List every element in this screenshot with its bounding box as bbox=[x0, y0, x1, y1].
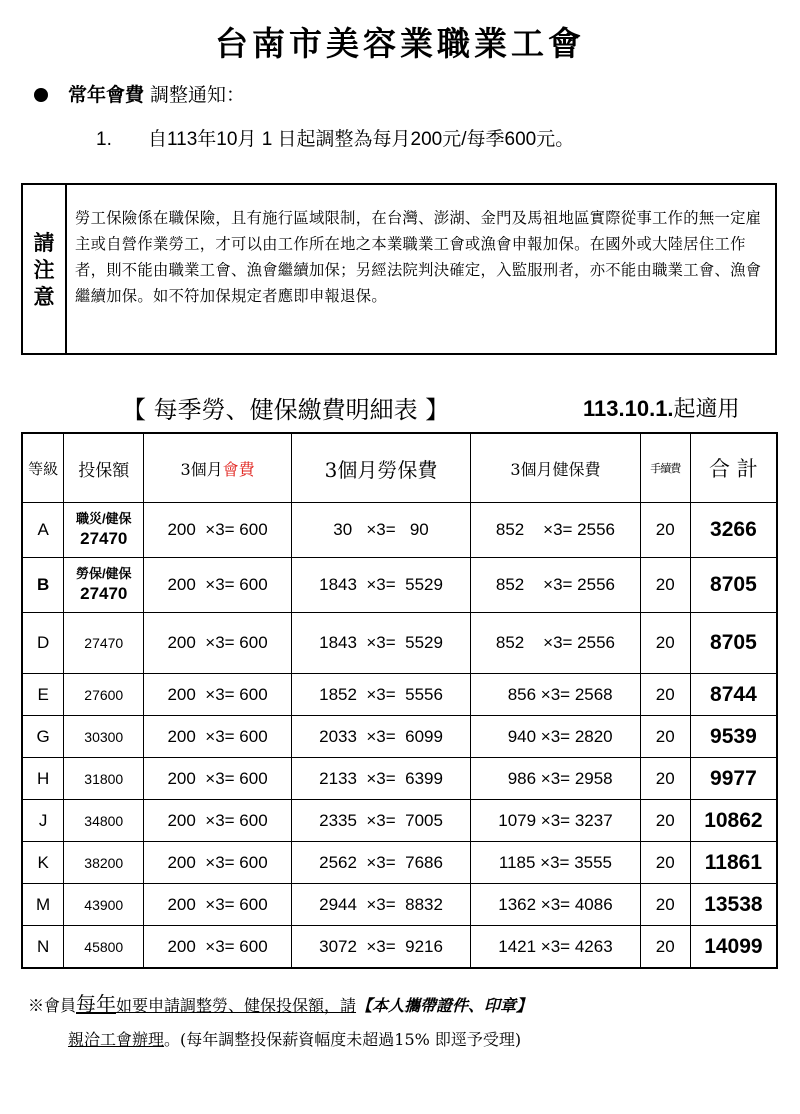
notice-item-text: 自113年10月 1 日起調整為每月200元/每季600元。 bbox=[148, 129, 575, 150]
cell-insured-amount: 27470 bbox=[64, 613, 144, 674]
cell-health-insurance: 1362 ×3= 4086 bbox=[471, 884, 641, 926]
bullet-icon bbox=[34, 88, 48, 102]
cell-labor-insurance: 1843 ×3= 5529 bbox=[291, 613, 470, 674]
cell-insured-amount bbox=[64, 558, 144, 613]
effective-date-suffix: 起適用 bbox=[673, 397, 740, 422]
cell-level: B bbox=[22, 558, 64, 613]
table-row bbox=[22, 758, 777, 800]
cell-health-insurance: 856 ×3= 2568 bbox=[471, 674, 641, 716]
insured-category: 職災/健保 bbox=[75, 511, 132, 526]
cell-handling-fee: 20 bbox=[640, 884, 690, 926]
cell-labor-insurance: 30 ×3= 90 bbox=[291, 503, 470, 558]
cell-health-insurance: 852 ×3= 2556 bbox=[471, 613, 641, 674]
cell-total: 9539 bbox=[690, 716, 777, 758]
table-row bbox=[22, 884, 777, 926]
cell-insured-amount: 30300 bbox=[64, 716, 144, 758]
notice-label-bold: 常年會費 bbox=[68, 84, 145, 106]
notice-item-number: 1. bbox=[96, 129, 112, 150]
cell-health-insurance: 1079 ×3= 3237 bbox=[471, 800, 641, 842]
cell-insured-amount: 31800 bbox=[64, 758, 144, 800]
header-health-insurance: 3個月健保費 bbox=[471, 433, 641, 503]
cell-labor-insurance: 1852 ×3= 5556 bbox=[291, 674, 470, 716]
cell-total: 11861 bbox=[690, 842, 777, 884]
cell-insured-amount: 27600 bbox=[64, 674, 144, 716]
cell-level: N bbox=[22, 926, 64, 969]
footer-line-2 bbox=[68, 1027, 521, 1050]
header-association-red: 會費 bbox=[222, 459, 255, 479]
table-row bbox=[22, 842, 777, 884]
table-title: 【 每季勞、健保繳費明細表 】 bbox=[122, 396, 450, 424]
cell-level: D bbox=[22, 613, 64, 674]
cell-total: 14099 bbox=[690, 926, 777, 969]
cell-labor-insurance: 2133 ×3= 6399 bbox=[291, 758, 470, 800]
fee-table bbox=[21, 432, 778, 969]
cell-total: 10862 bbox=[690, 800, 777, 842]
header-handling-fee: 手續費 bbox=[640, 433, 690, 503]
cell-association-fee: 200 ×3= 600 bbox=[144, 558, 292, 613]
footer-bring-docs: 【本人攜帶證件、印章】 bbox=[356, 996, 533, 1015]
table-header-row bbox=[22, 433, 777, 503]
cell-insured-amount: 45800 bbox=[64, 926, 144, 969]
insured-amount-value: 27470 bbox=[80, 529, 128, 548]
footer-line-1 bbox=[28, 988, 532, 1017]
table-row bbox=[22, 558, 777, 613]
cell-labor-insurance: 2944 ×3= 8832 bbox=[291, 884, 470, 926]
caution-label-char: 請 bbox=[33, 229, 55, 255]
insured-amount-value: 27470 bbox=[80, 584, 128, 603]
caution-label bbox=[23, 185, 67, 353]
cell-handling-fee: 20 bbox=[640, 558, 690, 613]
cell-insured-amount bbox=[64, 503, 144, 558]
cell-total: 13538 bbox=[690, 884, 777, 926]
cell-handling-fee: 20 bbox=[640, 674, 690, 716]
table-row bbox=[22, 926, 777, 969]
effective-date-value: 113.10.1. bbox=[583, 396, 674, 421]
cell-handling-fee: 20 bbox=[640, 503, 690, 558]
cell-association-fee: 200 ×3= 600 bbox=[144, 800, 292, 842]
cell-labor-insurance: 2335 ×3= 7005 bbox=[291, 800, 470, 842]
caution-label-char: 意 bbox=[33, 283, 55, 309]
cell-handling-fee: 20 bbox=[640, 613, 690, 674]
header-level: 等級 bbox=[22, 433, 64, 503]
header-labor-insurance: 3個月勞保費 bbox=[291, 433, 470, 503]
table-row bbox=[22, 674, 777, 716]
notice-item bbox=[96, 124, 574, 151]
cell-association-fee: 200 ×3= 600 bbox=[144, 758, 292, 800]
cell-health-insurance: 1421 ×3= 4263 bbox=[471, 926, 641, 969]
cell-labor-insurance: 2562 ×3= 7686 bbox=[291, 842, 470, 884]
cell-labor-insurance: 2033 ×3= 6099 bbox=[291, 716, 470, 758]
cell-level: E bbox=[22, 674, 64, 716]
cell-labor-insurance: 3072 ×3= 9216 bbox=[291, 926, 470, 969]
footer-every-year: 每年 bbox=[76, 992, 117, 1016]
table-effective-date bbox=[583, 392, 740, 423]
cell-association-fee: 200 ×3= 600 bbox=[144, 884, 292, 926]
cell-level: K bbox=[22, 842, 64, 884]
cell-labor-insurance: 1843 ×3= 5529 bbox=[291, 558, 470, 613]
cell-level: J bbox=[22, 800, 64, 842]
insured-category: 勞保/健保 bbox=[75, 566, 132, 581]
cell-health-insurance: 852 ×3= 2556 bbox=[471, 558, 641, 613]
cell-association-fee: 200 ×3= 600 bbox=[144, 613, 292, 674]
table-row bbox=[22, 613, 777, 674]
table-row bbox=[22, 800, 777, 842]
cell-total: 9977 bbox=[690, 758, 777, 800]
cell-association-fee: 200 ×3= 600 bbox=[144, 716, 292, 758]
cell-health-insurance: 940 ×3= 2820 bbox=[471, 716, 641, 758]
cell-association-fee: 200 ×3= 600 bbox=[144, 674, 292, 716]
cell-handling-fee: 20 bbox=[640, 716, 690, 758]
header-association-prefix: 3個月 bbox=[180, 459, 223, 479]
cell-insured-amount: 34800 bbox=[64, 800, 144, 842]
caution-box bbox=[21, 183, 777, 355]
cell-level: H bbox=[22, 758, 64, 800]
cell-total: 3266 bbox=[690, 503, 777, 558]
table-row bbox=[22, 716, 777, 758]
header-insured-amount: 投保額 bbox=[64, 433, 144, 503]
cell-handling-fee: 20 bbox=[640, 926, 690, 969]
footer-visit-union: 親洽工會辦理 bbox=[68, 1030, 165, 1049]
cell-level: M bbox=[22, 884, 64, 926]
cell-association-fee: 200 ×3= 600 bbox=[144, 503, 292, 558]
cell-health-insurance: 852 ×3= 2556 bbox=[471, 503, 641, 558]
footer-mid: 如要申請調整勞、健保投保額，請 bbox=[116, 996, 357, 1015]
table-row bbox=[22, 503, 777, 558]
notice-label-rest: 調整通知： bbox=[144, 84, 246, 106]
cell-handling-fee: 20 bbox=[640, 758, 690, 800]
cell-insured-amount: 43900 bbox=[64, 884, 144, 926]
cell-level: G bbox=[22, 716, 64, 758]
cell-handling-fee: 20 bbox=[640, 800, 690, 842]
footer-note: 。(每年調整投保薪資幅度未超過15% 即逕予受理) bbox=[164, 1030, 522, 1049]
fee-notice-heading bbox=[34, 80, 245, 107]
cell-insured-amount: 38200 bbox=[64, 842, 144, 884]
cell-total: 8705 bbox=[690, 613, 777, 674]
cell-level: A bbox=[22, 503, 64, 558]
document-title: 台南市美容業職業工會 bbox=[215, 24, 585, 63]
caution-text: 勞工保險係在職保險，且有施行區域限制，在台灣、澎湖、金門及馬祖地區實際從事工作的無一定雇主或自營作業勞工，才可以由工作所在地之本業職業工會或漁會申報加保。在國外或大陸居住工作者，則不能由職業工會、漁會繼續加保；另經法院判決確定，入監服刑者，亦不能由職業工會、漁會繼續加保。如不符加保規定者應即申報退保。 bbox=[75, 209, 762, 305]
caution-label-char: 注 bbox=[33, 256, 55, 282]
cell-health-insurance: 1185 ×3= 3555 bbox=[471, 842, 641, 884]
cell-total: 8705 bbox=[690, 558, 777, 613]
header-total: 合 計 bbox=[690, 433, 777, 503]
cell-health-insurance: 986 ×3= 2958 bbox=[471, 758, 641, 800]
footer-prefix: ※會員 bbox=[28, 996, 77, 1015]
cell-association-fee: 200 ×3= 600 bbox=[144, 926, 292, 969]
cell-total: 8744 bbox=[690, 674, 777, 716]
header-association-fee bbox=[144, 433, 292, 503]
cell-association-fee: 200 ×3= 600 bbox=[144, 842, 292, 884]
cell-handling-fee: 20 bbox=[640, 842, 690, 884]
